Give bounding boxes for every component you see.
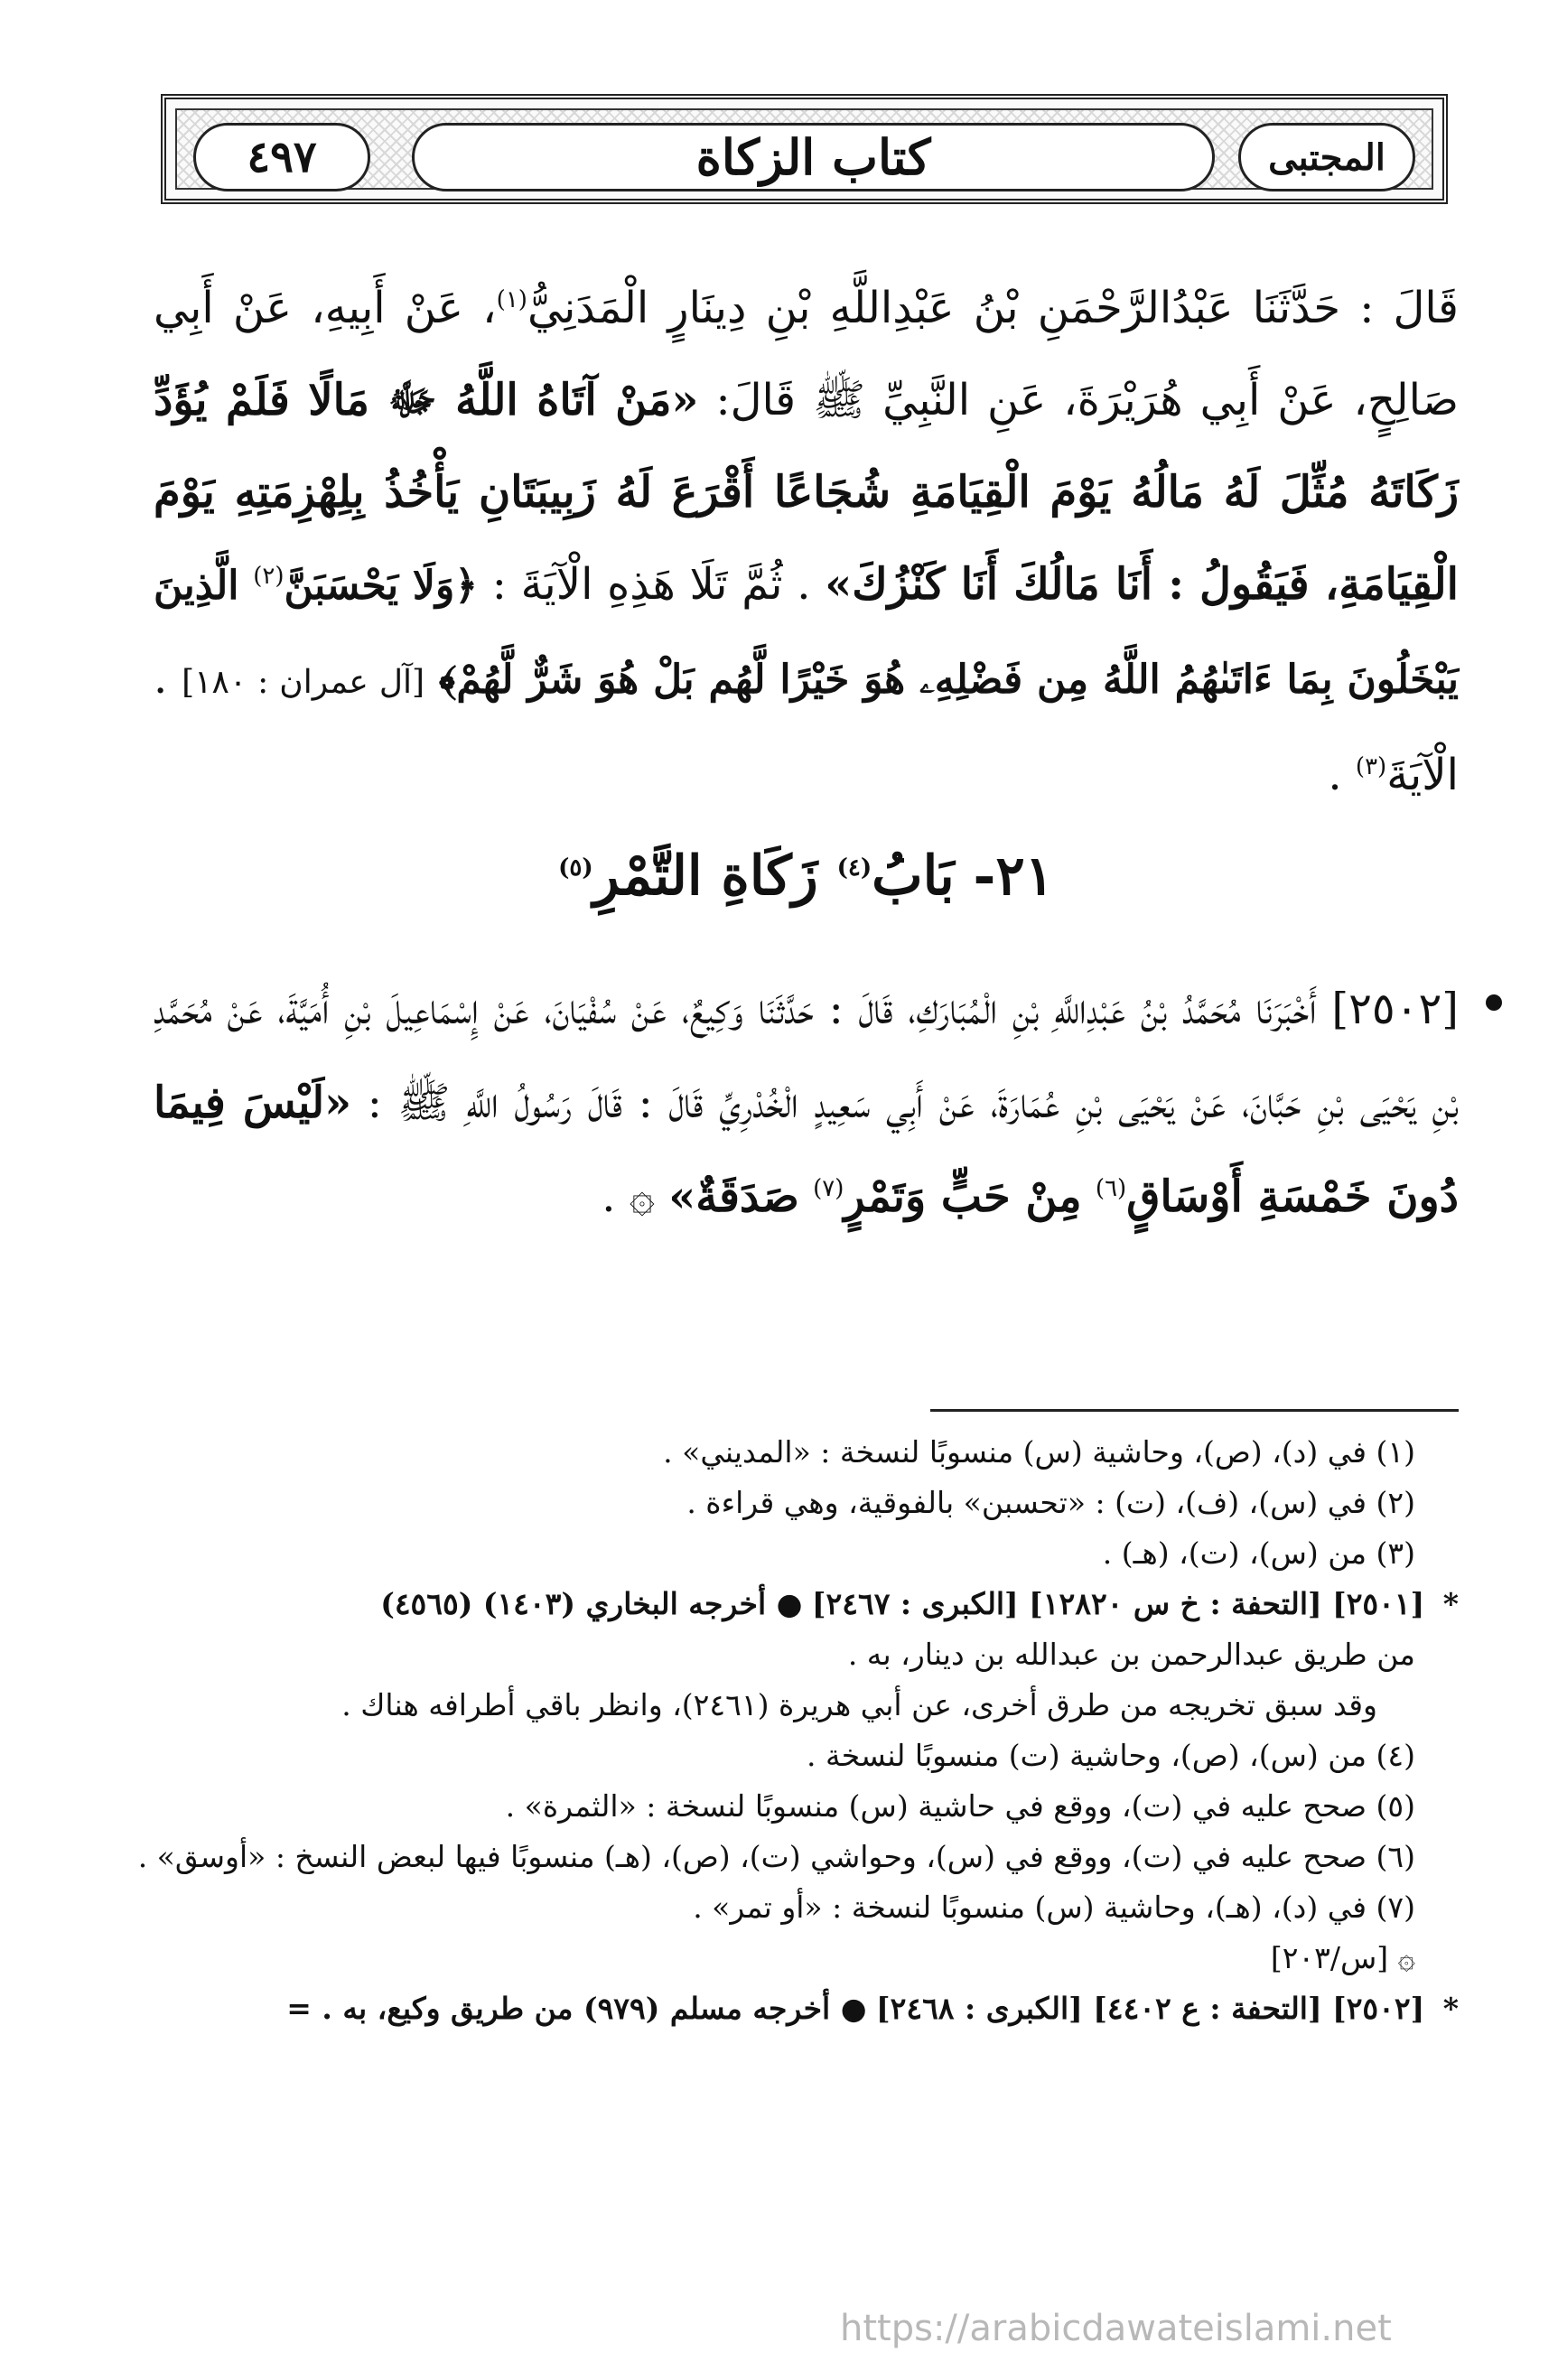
hadith-2501-text [154, 262, 1459, 821]
footnotes [117, 1427, 1459, 2034]
verse-reference: [آل عمران : ١٨٠] [182, 664, 425, 701]
page-header [161, 94, 1448, 204]
takhrij-2501-line2: من طريق عبدالرحمن بن عبدالله بن دينار، به . [847, 1637, 1415, 1672]
page-number: ٤٩٧ [193, 123, 370, 191]
isnad-cont: ، عَنْ أَبِيهِ، عَنْ أَبِي صَالِحٍ، عَنْ أَبِي هُرَيْرَةَ، عَنِ النَّبِيِّ ﷺ قَالَ: [154, 283, 1459, 425]
star-icon: * [1442, 1991, 1459, 2026]
recitation: . ثُمَّ تَلَا هَذِهِ الْآيَةَ : [491, 559, 811, 610]
header-ornament [175, 108, 1433, 190]
footnote-ref-7: (٧) [813, 1175, 844, 1202]
footnote-7: (٧) في (د)، (هـ)، وحاشية (س) منسوبًا لنسخة : «أو تمر» . [693, 1890, 1415, 1925]
page-marker: ۞ [س/٢٠٣] [1270, 1940, 1415, 1975]
footnote-6: (٦) صحح عليه في (ت)، ووقع في (س)، وحواشي (ت)، (ص)، (هـ) منسوبًا فيها لبعض النسخ : «أوسق» . [137, 1839, 1415, 1874]
footnote-3: (٣) من (س)، (ت)، (هـ) . [1102, 1535, 1415, 1571]
hadith-matn-2: مِنْ حَبٍّ وَتَمْرٍ [844, 1171, 1082, 1222]
chapter-label: بَابُ [872, 845, 955, 908]
footnote-ref-3: (٣) [1355, 753, 1387, 780]
takhrij-2501-text: ● أخرجه البخاري (١٤٠٣) (٤٥٦٥) [380, 1586, 803, 1621]
quran-verse-start: ﴿وَلَا يَحْسَبَنَّ [284, 563, 479, 609]
takhrij-2502 [117, 1983, 1459, 2034]
hadith-matn-3: صَدَقَةٌ» [668, 1171, 799, 1222]
footnote-ref-4: (٤) [836, 854, 872, 882]
paragraph [154, 262, 1459, 821]
book-logo: المجتبى [1238, 123, 1415, 191]
full-stop: . [1328, 750, 1342, 800]
bullet-icon [1486, 994, 1502, 1011]
verse-tail: . الْآيَةَ [154, 653, 1459, 800]
isnad: قَالَ : حَدَّثَنَا عَبْدُالرَّحْمَنِ بْنُ عَبْدِاللَّهِ بْنِ دِينَارٍ الْمَدَنِيُّ [527, 283, 1459, 333]
chapter-heading [154, 831, 1459, 921]
footnote-1: (١) في (د)، (ص)، وحاشية (س) منسوبًا لنسخة : «المديني» . [663, 1434, 1415, 1470]
takhrij-2502-text: ● أخرجه مسلم (٩٧٩) من طريق وكيع، به . = [286, 1991, 867, 2026]
footnote-5: (٥) صحح عليه في (ت)، ووقع في حاشية (س) منسوبًا لنسخة : «الثمرة» . [505, 1788, 1415, 1824]
chapter-name: زَكَاةِ التَّمْرِ [592, 845, 818, 908]
footnote-divider [930, 1409, 1459, 1412]
hadith-isnad: أَخْبَرَنَا مُحَمَّدُ بْنُ عَبْدِاللَّهِ بْنِ الْمُبَارَكِ، قَالَ : حَدَّثَنَا وَكِيعٌ، عَنْ سُفْيَانَ، عَنْ إِسْمَاعِيلَ بْنِ أُمَيَّةَ، عَنْ مُحَمَّدِ بْنِ يَحْيَى بْنِ حَبَّانَ، عَنْ يَحْيَى بْنِ عُمَارَةَ، عَنْ أَبِي سَعِيدٍ الْخُدْرِيِّ قَالَ : قَالَ رَسُولُ اللَّهِ ﷺ : [154, 984, 1460, 1128]
footnote-2: (٢) في (س)، (ف)، (ت) : «تحسبن» بالفوقية، وهي قراءة . [686, 1485, 1415, 1520]
quran-verse: الَّذِينَ يَبْخَلُونَ بِمَا ءَاتَىٰهُمُ اللَّهُ مِن فَضْلِهِۦ هُوَ خَيْرًا لَّهُم بَلْ هُوَ شَرٌّ لَّهُمْ﴾ [154, 563, 1459, 703]
watermark-url: https://arabicdawateislami.net [840, 2308, 1392, 2349]
hadith-end-mark: ۞ . [602, 1171, 655, 1222]
chapter-title: كتاب الزكاة [412, 123, 1215, 191]
star-icon: * [1442, 1586, 1459, 1621]
hadith-number: [٢٥٠٢] [1331, 984, 1459, 1034]
footnote-ref-2: (٢) [253, 563, 285, 590]
takhrij-2501-line3: وقد سبق تخريجه من طرق أخرى، عن أبي هريرة (٢٤٦١)، وانظر باقي أطرافه هناك . [341, 1687, 1377, 1722]
hadith-matn-1: «لَيْسَ فِيمَا دُونَ خَمْسَةِ أَوْسَاقٍ [154, 1078, 1459, 1222]
footnote-4: (٤) من (س)، (ص)، وحاشية (ت) منسوبًا لنسخة . [807, 1738, 1415, 1773]
footnote-ref-6: (٦) [1095, 1175, 1127, 1202]
chapter-number: ٢١- [973, 845, 1054, 908]
takhrij-2501 [117, 1579, 1459, 1629]
footnote-ref-5: (٥) [558, 854, 593, 882]
footnote-ref-1: (١) [496, 286, 527, 313]
takhrij-2501-ref: [٢٥٠١] [التحفة : خ س ١٢٨٢٠] [الكبرى : ٢٤٦٧] [811, 1586, 1425, 1621]
matn: «مَنْ آتَاهُ اللَّهُ ﷻ مَالًا فَلَمْ يُؤَدِّ زَكَاتَهُ مُثِّلَ لَهُ مَالُهُ يَوْمَ الْقِيَامَةِ شُجَاعًا أَقْرَعَ لَهُ زَبِيبَتَانِ يَأْخُذُ بِلِهْزِمَتِهِ يَوْمَ الْقِيَامَةِ، فَيَقُولُ : أَنَا مَالُكَ أَنَا كَنْزُكَ» [154, 375, 1460, 610]
takhrij-2502-ref: [٢٥٠٢] [التحفة : ع ٤٤٠٢] [الكبرى : ٢٤٦٨] [876, 1991, 1425, 2026]
hadith-2502 [154, 962, 1459, 1244]
